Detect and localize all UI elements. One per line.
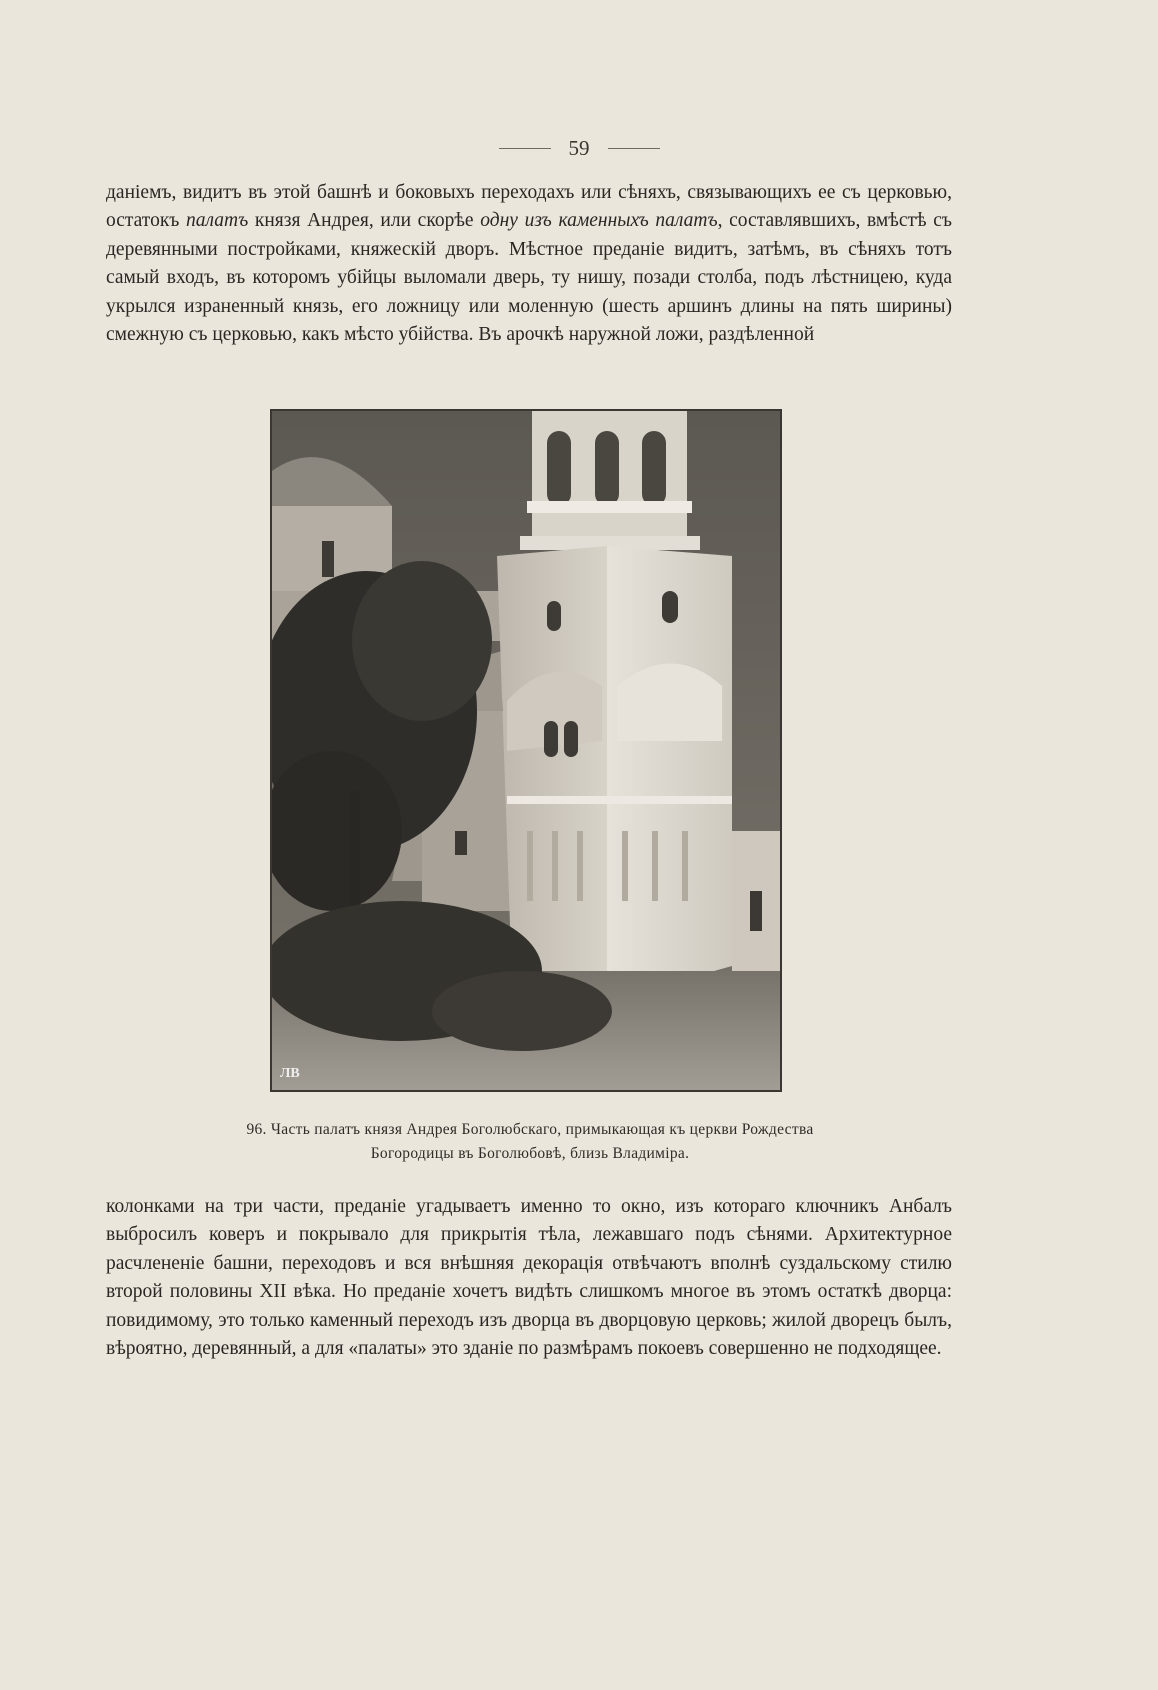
paragraph-top-text [106,179,952,349]
photograph [270,409,782,1092]
caption-line-2: Богородицы въ Боголюбовѣ, близь Владимiра. [370,1145,690,1162]
caption-line-1: 96. Часть палатъ князя Андрея Боголюбскаго, примыкающая къ церкви Рождества [246,1121,814,1138]
header-rule-left [499,148,551,149]
italic-run: палатъ [186,210,249,232]
paragraph-bottom-text: колонками на три части, преданiе угадываетъ именно то окно, изъ котораго ключникъ Анбалъ выбросилъ коверъ и покрывало для прикрытiя тѣла, лежавшаго подъ сѣнями. Архитектурное расчлененiе башни, переходовъ и вся внѣшняя декорацiя отвѣчаютъ вполнѣ суздальскому стилю второй половины XII вѣка. Но преданiе хочетъ видѣть слишкомъ многое въ этомъ остаткѣ дворца: повидимому, это только каменный переходъ изъ дворца въ дворцовую церковь; жилой дворецъ былъ, вѣроятно, деревянный, а для «палаты» это зданiе по размѣрамъ покоевъ совершенно не подходящее. [106,1196,952,1360]
figure-caption [110,1118,950,1166]
tower-photo-illustration [272,411,780,1090]
paragraph-top [106,179,952,349]
photographer-monogram: ЛВ [280,1066,300,1081]
page-number: 59 [568,136,590,160]
text-run: данiемъ, видитъ въ этой башнѣ и боковыхъ переходахъ или сѣняхъ, связывающихъ ее съ церковью, остатокъ [106,182,952,232]
page-header [0,136,1158,161]
text-run: , составлявшихъ, вмѣстѣ съ деревянными постройками, княжескiй дворъ. Мѣстное преданiе видитъ, затѣмъ, въ сѣняхъ тотъ самый входъ, въ которомъ убiйцы выломали дверь, ту нишу, позади столба, подъ лѣстницею, куда укрылся израненный князь, его ложницу или моленную (шесть аршинъ длины на пять ширины) смежную съ церковью, какъ мѣсто убiйства. Въ арочкѣ наружной ложи, раздѣленной [106,210,952,346]
italic-run: одну изъ каменныхъ палатъ [480,210,718,232]
text-run: князя Андрея, или скорѣе [248,210,481,232]
paragraph-bottom [106,1193,952,1363]
header-rule-right [608,148,660,149]
